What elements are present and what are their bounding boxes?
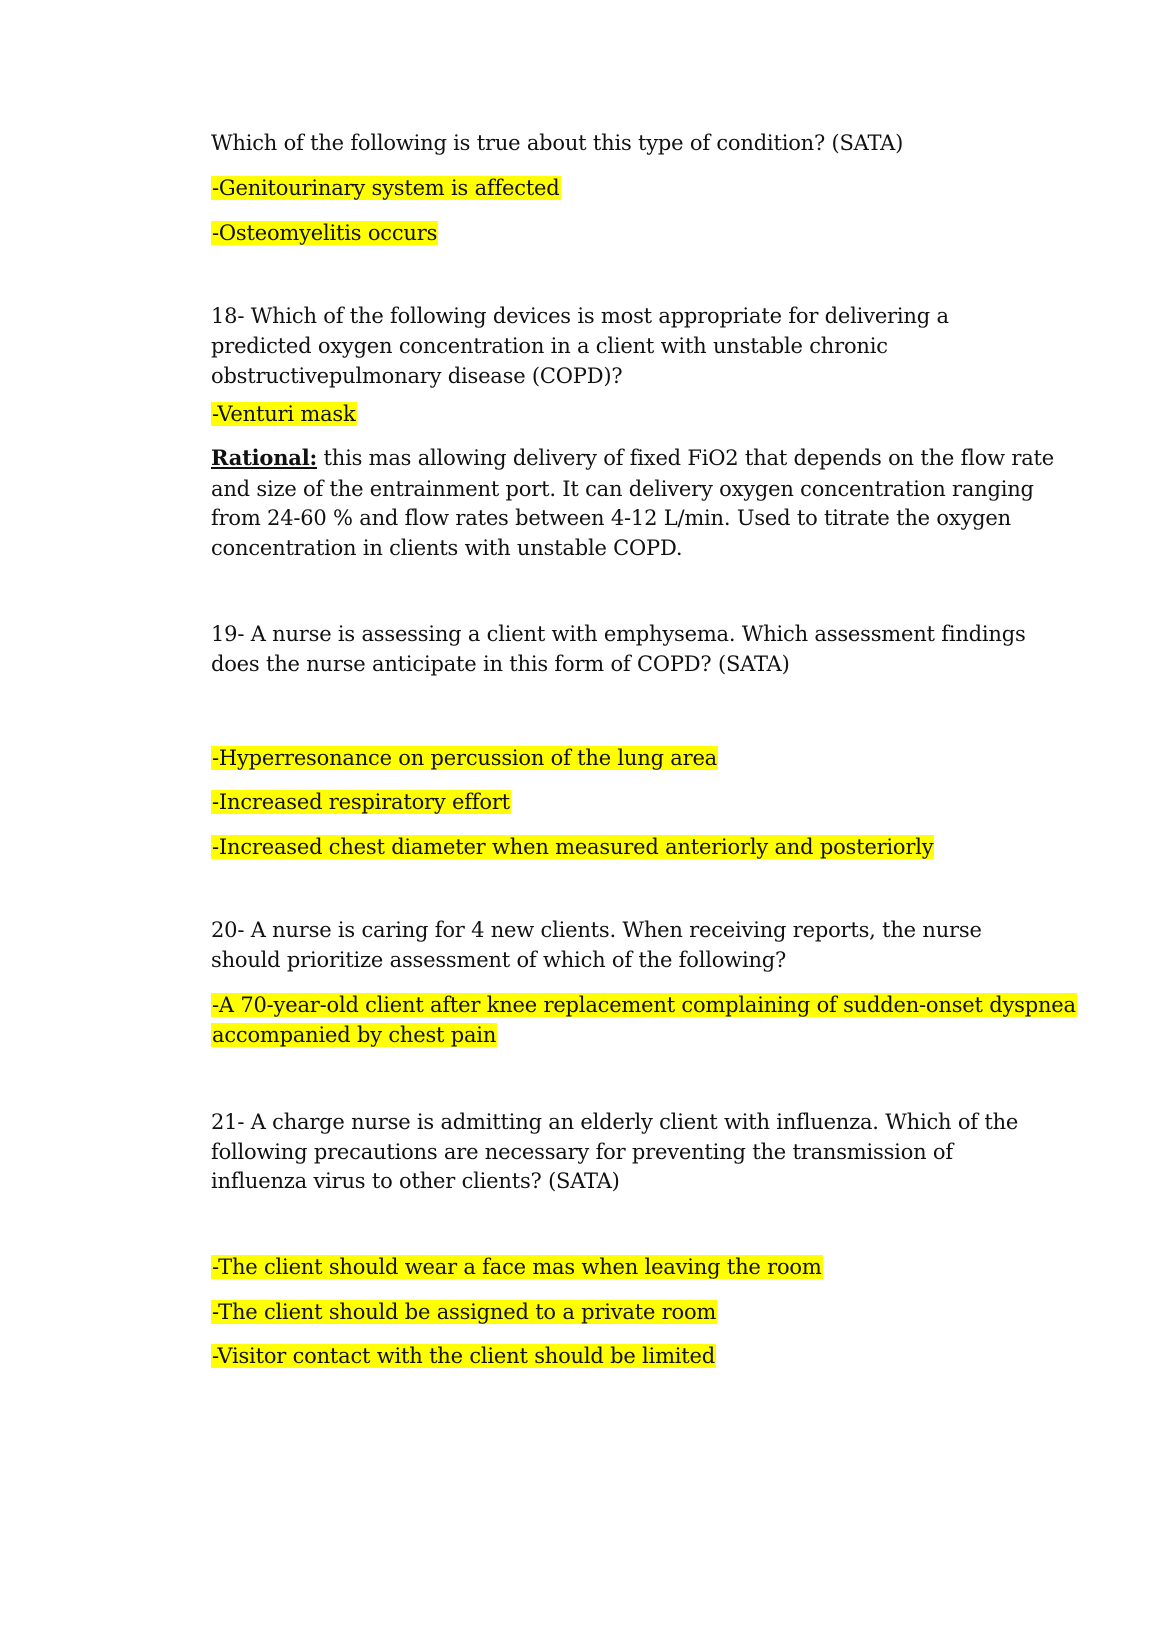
- q19-answer-1: -Hyperresonance on percussion of the lung area: [212, 746, 718, 770]
- q21-question-line-3: influenza virus to other clients? (SATA): [211, 1169, 620, 1193]
- q18-question-line-3: obstructivepulmonary disease (COPD)?: [211, 364, 623, 388]
- q21-question-line-1: 21- A charge nurse is admitting an elderly client with influenza. Which of the: [211, 1110, 1019, 1134]
- q19-answer-2: -Increased respiratory effort: [212, 790, 510, 814]
- q18-rationale-line-4: concentration in clients with unstable COPD.: [211, 536, 683, 560]
- q17-answer-1: -Genitourinary system is affected: [212, 176, 560, 200]
- q18-rationale-line-2: and size of the entrainment port. It can delivery oxygen concentration ranging: [211, 477, 1034, 501]
- q20-question-line-2: should prioritize assessment of which of the following?: [211, 948, 787, 972]
- q21-answer-2: -The client should be assigned to a private room: [212, 1300, 717, 1324]
- q21-answer-1: -The client should wear a face mas when leaving the room: [212, 1255, 822, 1279]
- q21-answer-3: -Visitor contact with the client should be limited: [212, 1344, 716, 1368]
- rationale-label: Rational:: [211, 445, 318, 470]
- q18-question-line-1: 18- Which of the following devices is most appropriate for delivering a: [211, 304, 949, 328]
- q18-rationale-line-1: Rational: this mas allowing delivery of fixed FiO2 that depends on the flow rate: [211, 445, 1055, 470]
- q19-answer-3: -Increased chest diameter when measured anteriorly and posteriorly: [212, 835, 934, 859]
- q18-question-line-2: predicted oxygen concentration in a client with unstable chronic: [211, 334, 888, 358]
- q17-answer-2: -Osteomyelitis occurs: [212, 221, 438, 245]
- q19-question-line-2: does the nurse anticipate in this form of COPD? (SATA): [211, 652, 790, 676]
- q18-answer: -Venturi mask: [212, 402, 356, 426]
- q20-answer-line-1: -A 70-year-old client after knee replacement complaining of sudden-onset dyspnea: [212, 993, 1076, 1017]
- q21-question-line-2: following precautions are necessary for preventing the transmission of: [211, 1140, 953, 1164]
- q19-question-line-1: 19- A nurse is assessing a client with emphysema. Which assessment findings: [211, 622, 1026, 646]
- q20-question-line-1: 20- A nurse is caring for 4 new clients. When receiving reports, the nurse: [211, 918, 982, 942]
- q17-question: Which of the following is true about this type of condition? (SATA): [211, 131, 904, 155]
- q18-rationale-line-3: from 24-60 % and flow rates between 4-12 L/min. Used to titrate the oxygen: [211, 506, 1011, 530]
- q20-answer-line-2: accompanied by chest pain: [212, 1023, 497, 1047]
